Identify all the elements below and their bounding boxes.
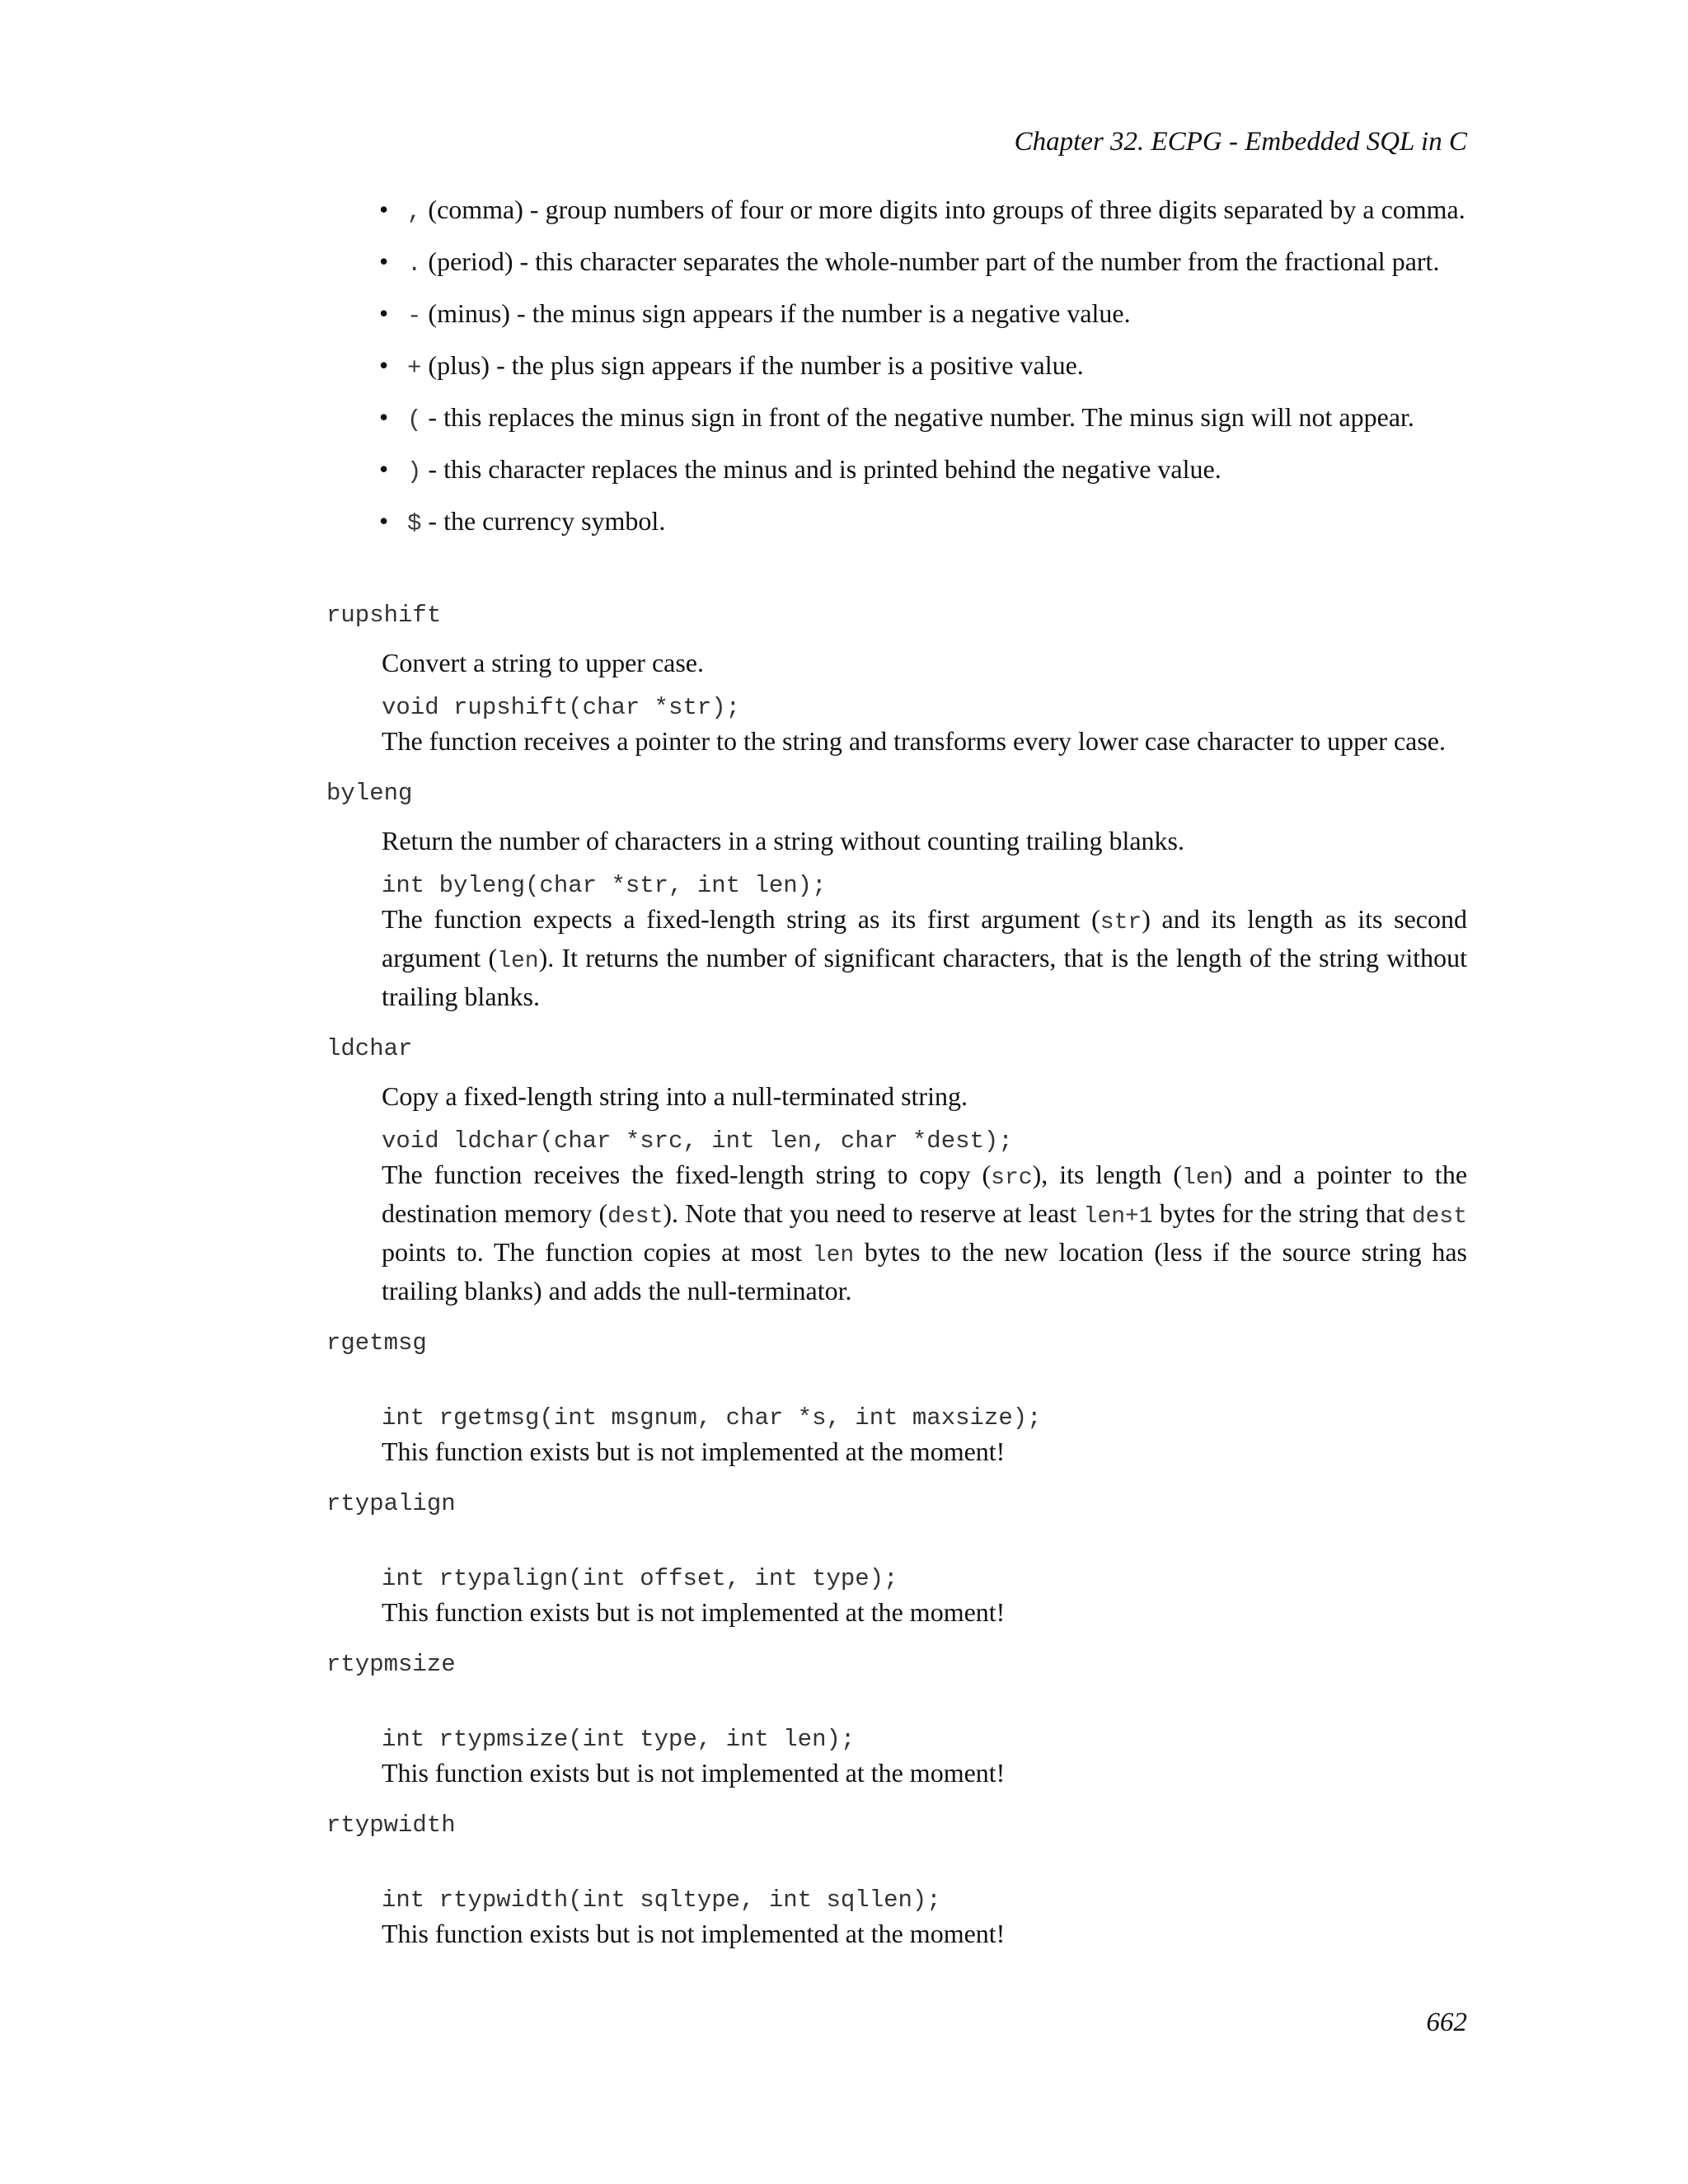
function-term: rtypmsize (326, 1651, 456, 1678)
list-item (379, 348, 1467, 386)
list-item-text: (comma) - group numbers of four or more digits into groups of three digits separated by a comma. (421, 194, 1465, 224)
list-item (379, 296, 1467, 334)
inline-code: len (497, 949, 539, 974)
inline-code: dest (607, 1204, 663, 1230)
list-item-text: (minus) - the minus sign appears if the number is a negative value. (421, 298, 1131, 328)
format-symbol: , (407, 199, 422, 226)
bullet-icon: • (379, 298, 389, 328)
function-detail: This function exists but is not implemented at the moment! (382, 1758, 1006, 1788)
detail-text: ) and a pointer to the destination memory ( (382, 1160, 1468, 1228)
function-synopsis: void ldchar(char *src, int len, char *dest); (382, 1127, 1013, 1155)
format-symbol: + (407, 354, 422, 382)
function-description: Return the number of characters in a string without counting trailing blanks. (382, 826, 1184, 855)
list-item-text: (period) - this character separates the whole-number part of the number from the fractional part. (421, 246, 1440, 276)
function-term: rupshift (326, 602, 442, 629)
function-definition (326, 1373, 1467, 1469)
function-entry-rtypmsize (326, 1648, 1467, 1791)
function-description: Copy a fixed-length string into a null-terminated string. (382, 1081, 968, 1111)
detail-text: The function expects a fixed-length string as its first argument ( (382, 904, 1100, 934)
function-detail: This function exists but is not implemented at the moment! (382, 1436, 1006, 1466)
function-description-empty (382, 1855, 1467, 1878)
function-synopsis: void rupshift(char *str); (382, 694, 741, 721)
function-description-empty (382, 1534, 1467, 1557)
function-detail: The function receives a pointer to the string and transforms every lower case character to upper case. (382, 726, 1446, 756)
function-definition (326, 823, 1467, 1015)
function-term: rtypwidth (326, 1811, 456, 1839)
detail-text: ). It returns the number of significant characters, that is the length of the string without trailing blanks. (382, 943, 1468, 1011)
format-symbol: - (407, 302, 422, 330)
inline-code: len (812, 1243, 855, 1268)
list-item (379, 192, 1467, 230)
function-synopsis: int rtypwidth(int sqltype, int sqllen); (382, 1886, 941, 1914)
detail-text: ), its length ( (1032, 1160, 1183, 1189)
bullet-icon: • (379, 194, 389, 224)
inline-code: len+1 (1083, 1204, 1153, 1230)
list-item (379, 400, 1467, 438)
function-entry-rtypwidth (326, 1809, 1467, 1952)
list-item-text: - this replaces the minus sign in front of the negative number. The minus sign will not appear. (421, 402, 1414, 432)
format-character-list (326, 192, 1467, 541)
format-symbol: . (407, 251, 422, 278)
function-entry-byleng (326, 777, 1467, 1015)
format-symbol: $ (407, 510, 422, 537)
list-item (379, 244, 1467, 282)
bullet-icon: • (379, 506, 389, 536)
list-item-text: - this character replaces the minus and is printed behind the negative value. (421, 454, 1221, 484)
function-term: ldchar (326, 1035, 413, 1062)
function-term: byleng (326, 780, 413, 807)
function-detail (382, 1157, 1467, 1309)
function-synopsis: int byleng(char *str, int len); (382, 872, 827, 899)
function-entry-rtypalign (326, 1488, 1467, 1630)
detail-text: ) and its length as its second argument ( (382, 904, 1468, 972)
bullet-icon: • (379, 454, 389, 484)
function-description: Convert a string to upper case. (382, 648, 704, 677)
function-synopsis: int rtypmsize(int type, int len); (382, 1726, 856, 1753)
function-entry-rgetmsg (326, 1327, 1467, 1469)
page-content (326, 192, 1467, 1970)
list-item (379, 452, 1467, 490)
detail-text: The function receives the fixed-length string to copy ( (382, 1160, 992, 1189)
function-definition (326, 645, 1467, 759)
inline-code: str (1100, 910, 1142, 935)
format-symbol: ) (407, 458, 422, 485)
function-definition (326, 1694, 1467, 1791)
detail-text: ). Note that you need to reserve at least (663, 1198, 1084, 1228)
inline-code: src (991, 1165, 1033, 1191)
function-detail (382, 902, 1467, 1015)
function-entry-ldchar (326, 1033, 1467, 1309)
detail-text: bytes for the string that (1152, 1198, 1412, 1228)
function-detail: This function exists but is not implemented at the moment! (382, 1919, 1006, 1948)
bullet-icon: • (379, 350, 389, 380)
function-definition (326, 1079, 1467, 1309)
list-item-text: - the currency symbol. (421, 506, 666, 536)
function-term: rtypalign (326, 1490, 456, 1517)
inline-code: len (1182, 1165, 1224, 1191)
chapter-header: Chapter 32. ECPG - Embedded SQL in C (1014, 127, 1467, 157)
inline-code: dest (1411, 1204, 1468, 1230)
list-item-text: (plus) - the plus sign appears if the number is a positive value. (421, 350, 1084, 380)
function-definition (326, 1534, 1467, 1630)
function-definition (326, 1855, 1467, 1952)
function-synopsis: int rtypalign(int offset, int type); (382, 1565, 898, 1592)
page-number: 662 (1426, 2008, 1467, 2037)
function-detail: This function exists but is not implemented at the moment! (382, 1597, 1006, 1627)
function-entry-rupshift (326, 599, 1467, 759)
bullet-icon: • (379, 402, 389, 432)
function-description-empty (382, 1373, 1467, 1396)
format-symbol: ( (407, 406, 422, 434)
function-description-empty (382, 1694, 1467, 1718)
list-item (379, 504, 1467, 541)
function-term: rgetmsg (326, 1329, 427, 1357)
detail-text: bytes to the new location (less if the source string has trailing blanks) and adds the null-terminator. (382, 1237, 1468, 1305)
bullet-icon: • (379, 246, 389, 276)
detail-text: points to. The function copies at most (382, 1237, 813, 1267)
function-synopsis: int rgetmsg(int msgnum, char *s, int maxsize); (382, 1404, 1042, 1432)
